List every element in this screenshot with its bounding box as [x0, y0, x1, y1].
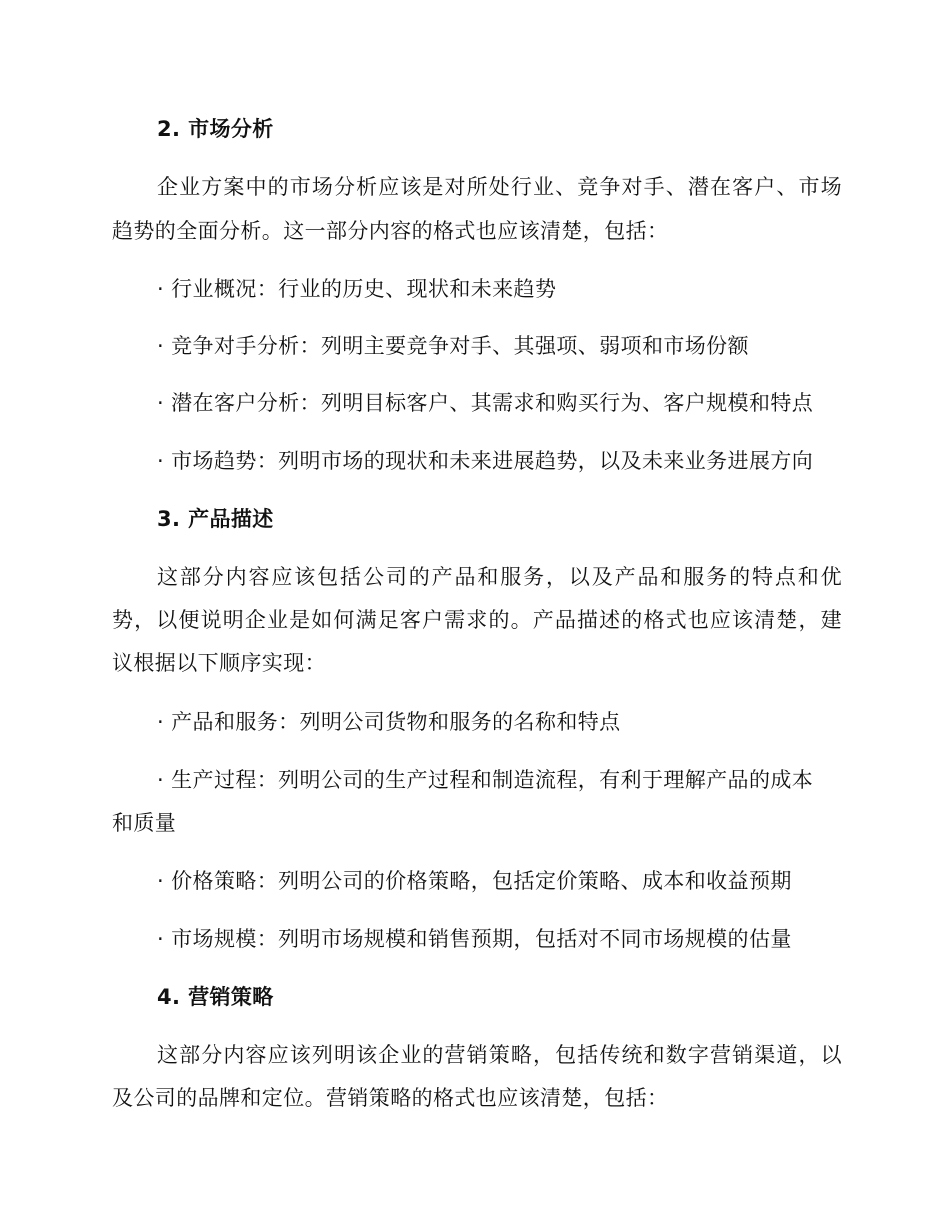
marketing-intro-line-2: 及公司的品牌和定位。营销策略的格式也应该清楚，包括： [112, 1086, 669, 1110]
product-bullet-process-cont: 和质量 [112, 811, 177, 835]
product-bullet-pricing: · 价格策略：列明公司的价格策略，包括定价策略、成本和收益预期 [157, 869, 792, 893]
product-bullet-process: · 生产过程：列明公司的生产过程和制造流程，有利于理解产品的成本 [157, 768, 814, 792]
market-bullet-competitors: · 竞争对手分析：列明主要竞争对手、其强项、弱项和市场份额 [157, 334, 749, 358]
market-bullet-industry: · 行业概况：行业的历史、现状和未来趋势 [157, 277, 557, 301]
product-bullet-services: · 产品和服务：列明公司货物和服务的名称和特点 [157, 710, 621, 734]
market-bullet-customers: · 潜在客户分析：列明目标客户、其需求和购买行为、客户规模和特点 [157, 391, 814, 415]
section-heading-marketing: 4. 营销策略 [157, 985, 274, 1009]
marketing-intro-line-1: 这部分内容应该列明该企业的营销策略，包括传统和数字营销渠道，以 [157, 1043, 842, 1067]
market-intro-line-2: 趋势的全面分析。这一部分内容的格式也应该清楚，包括： [112, 219, 669, 243]
product-bullet-market-size: · 市场规模：列明市场规模和销售预期，包括对不同市场规模的估量 [157, 927, 792, 951]
product-intro-line-3: 议根据以下顺序实现： [112, 651, 326, 675]
product-intro-line-1: 这部分内容应该包括公司的产品和服务，以及产品和服务的特点和优 [157, 565, 842, 589]
section-heading-product: 3. 产品描述 [157, 507, 274, 531]
product-intro-line-2: 势，以便说明企业是如何满足客户需求的。产品描述的格式也应该清楚，建 [112, 608, 842, 632]
market-bullet-trends: · 市场趋势：列明市场的现状和未来进展趋势，以及未来业务进展方向 [157, 449, 814, 473]
market-intro-line-1: 企业方案中的市场分析应该是对所处行业、竞争对手、潜在客户、市场 [157, 175, 842, 199]
section-heading-market: 2. 市场分析 [157, 117, 274, 141]
